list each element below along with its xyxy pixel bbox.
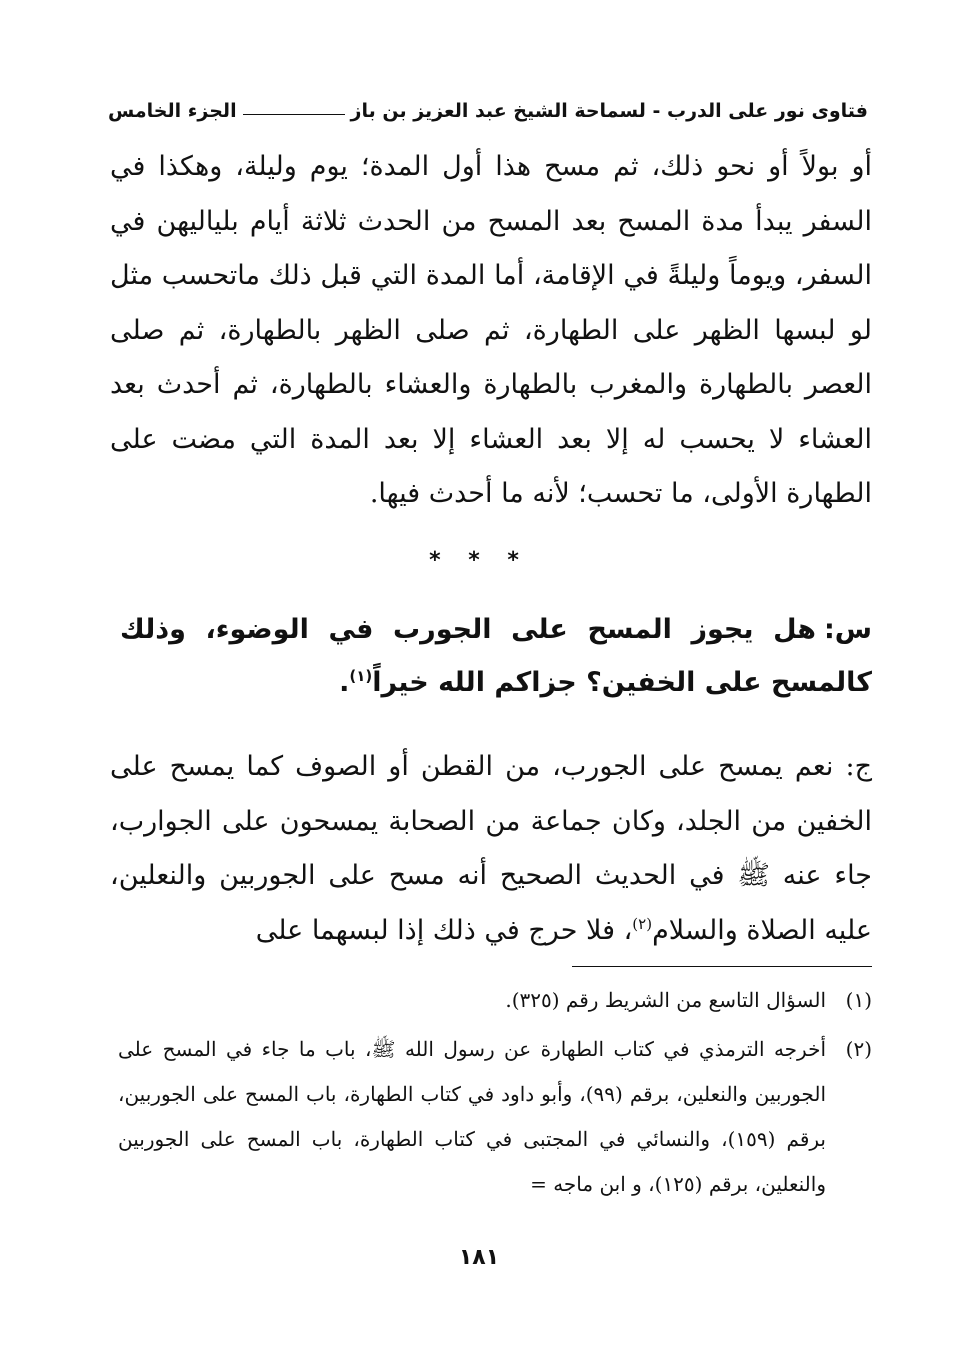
question-label: س: (823, 614, 872, 645)
footnotes (118, 978, 872, 1211)
running-header (108, 88, 868, 122)
question-text: هل يجوز المسح على الجورب في الوضوء، وذلك كالمسح على الخفين؟ جزاكم الله خيراً (120, 614, 872, 698)
question (120, 603, 872, 709)
answer (110, 740, 872, 958)
book-title: فتاوى نور على الدرب - لسماحة الشيخ عبد العزيز بن باز (350, 100, 868, 122)
header-rule (243, 114, 345, 115)
answer-text: ج: نعم يمسح على الجورب، من القطن أو الصوف كما يمسح على الخفين من الجلد، وكان جماعة من الصحابة يمسحون على الجوارب، جاء عنه ﷺ في الحديث الصحيح أنه مسح على الجوربين والنعلين، عليه الصلاة والسلام (110, 751, 872, 946)
part-label: الجزء الخامس (108, 100, 237, 122)
question-end: . (339, 667, 350, 698)
footnote-text: السؤال التاسع من الشريط رقم (٣٢٥). (505, 988, 826, 1012)
section-separator: * * * (429, 548, 529, 573)
answer-text-continued: ، فلا حرج في ذلك إذا لبسهما على (255, 914, 633, 946)
footnote-2 (118, 1027, 872, 1207)
continuation-paragraph: أو بولاً أو نحو ذلك، ثم مسح هذا أول المدة؛ يوم وليلة، وهكذا في السفر يبدأ مدة المسح بعد المسح من الحدث ثلاثة أيام بلياليهن في السفر، ويوماً وليلةً في الإقامة، أما المدة التي قبل ذلك ماتحسب مثل لو لبسها الظهر على الطهارة، ثم صلى الظهر بالطهارة، ثم صلى العصر بالطهارة والمغرب بالطهارة والعشاء بالطهارة، ثم أحدث بعد العشاء لا يحسب له إلا بعد العشاء إلا بعد المدة التي مضت على الطهارة الأولى، ما تحسب؛ لأنه ما أحدث فيها. (110, 151, 872, 509)
footnote-rule (572, 966, 872, 967)
footnote-number: (٢) (845, 1037, 872, 1061)
footnote-number: (١) (845, 988, 872, 1012)
footnote-1 (118, 978, 872, 1023)
footnote-ref-1: (١) (349, 667, 373, 685)
footnote-ref-2: (٢) (632, 914, 653, 933)
footnote-text: أخرجه الترمذي في كتاب الطهارة عن رسول الله ﷺ، باب ما جاء في المسح على الجوربين والنعلين، برقم (٩٩)، وأبو داود في كتاب الطهارة، باب المسح على الجوربين، برقم (١٥٩)، والنسائي في المجتبى في كتاب الطهارة، باب المسح على الجوربين والنعلين، برقم (١٢٥)، و ابن ماجه = (118, 1037, 826, 1196)
page-number: ١٨١ (458, 1245, 500, 1270)
